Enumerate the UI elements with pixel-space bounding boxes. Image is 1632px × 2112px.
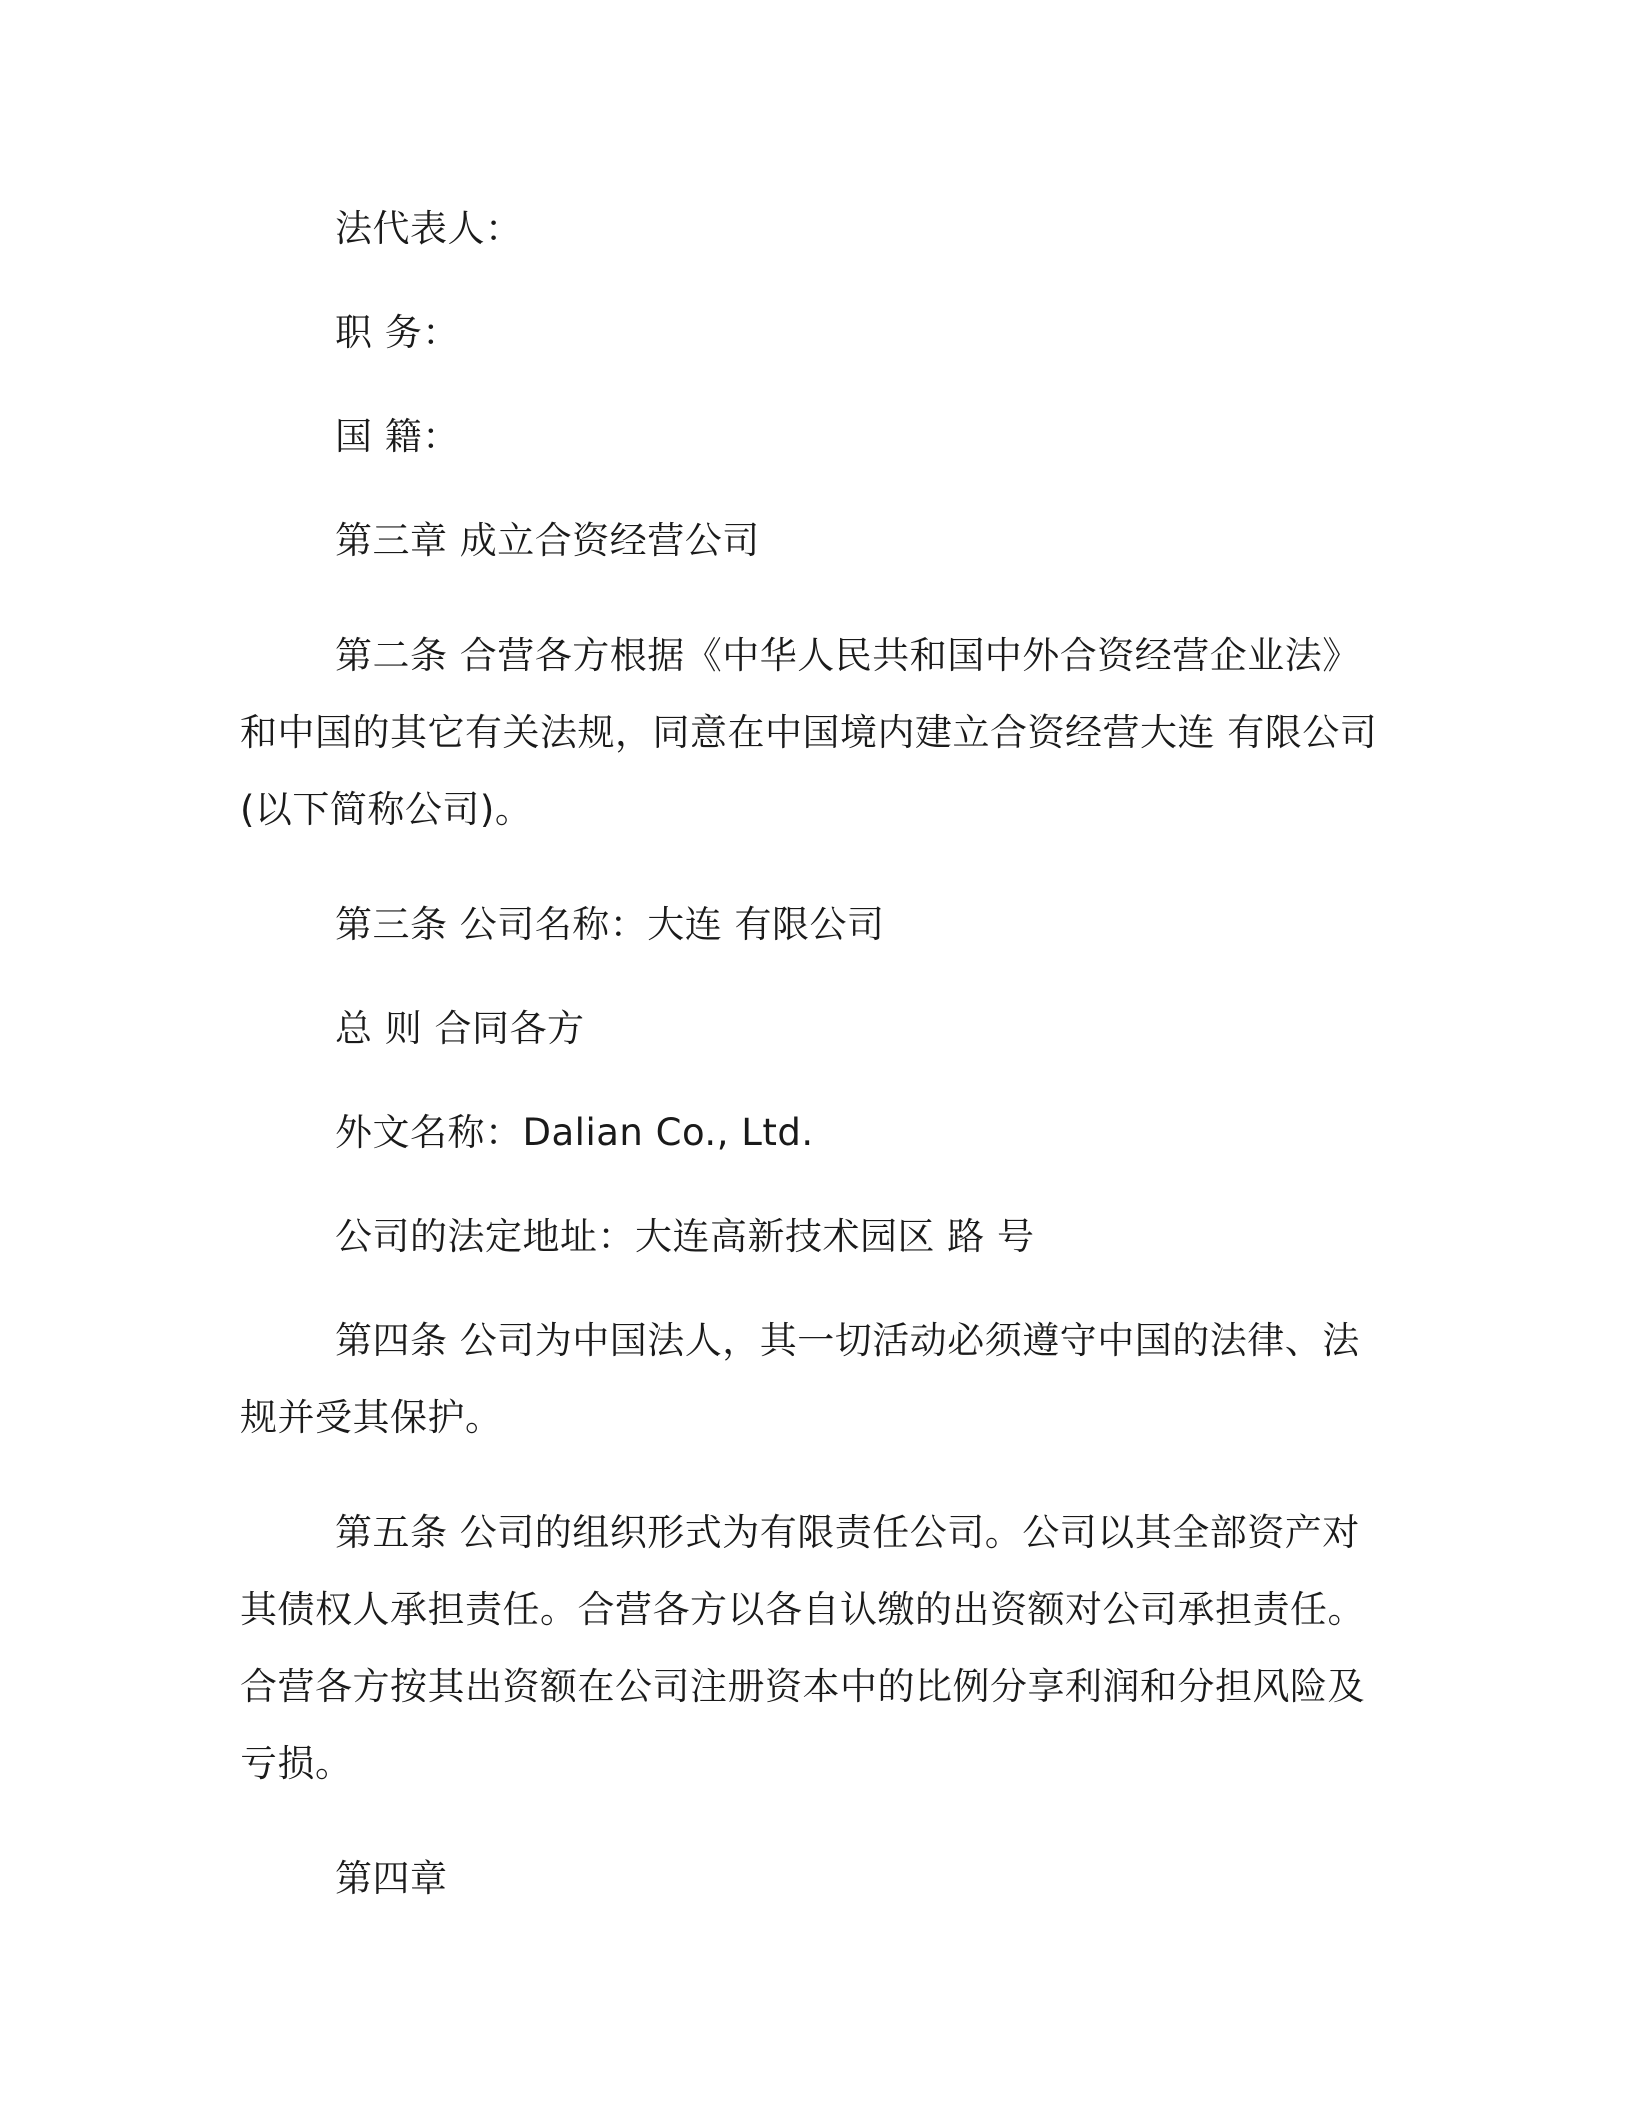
nationality-line: 国 籍：: [335, 415, 460, 458]
position-line: 职 务：: [335, 311, 460, 354]
chapter-three-heading: 第三章 成立合资经营公司: [335, 519, 760, 562]
legal-representative-line: 法代表人：: [335, 207, 523, 250]
legal-address-line: 公司的法定地址：大连高新技术园区 路 号: [335, 1215, 1035, 1258]
chapter-four-heading: 第四章: [335, 1857, 448, 1900]
article-two-paragraph: 第二条 合营各方根据《中华人民共和国中外合资经营企业法》和中国的其它有关法规，同意在中国境内建立合资经营大连 有限公司(以下简称公司)。: [240, 634, 1378, 831]
article-three-company-name: 第三条 公司名称：大连 有限公司: [335, 903, 885, 946]
article-five-paragraph: 第五条 公司的组织形式为有限责任公司。公司以其全部资产对其债权人承担责任。合营各方以各自认缴的出资额对公司承担责任。合营各方按其出资额在公司注册资本中的比例分享利润和分担风险及亏损。: [240, 1511, 1365, 1785]
article-four-paragraph: 第四条 公司为中国法人，其一切活动必须遵守中国的法律、法规并受其保护。: [240, 1319, 1360, 1439]
foreign-name-line: 外文名称：Dalian Co., Ltd.: [335, 1111, 814, 1154]
general-provisions-line: 总 则 合同各方: [335, 1007, 585, 1050]
document-body: [240, 190, 1390, 1917]
